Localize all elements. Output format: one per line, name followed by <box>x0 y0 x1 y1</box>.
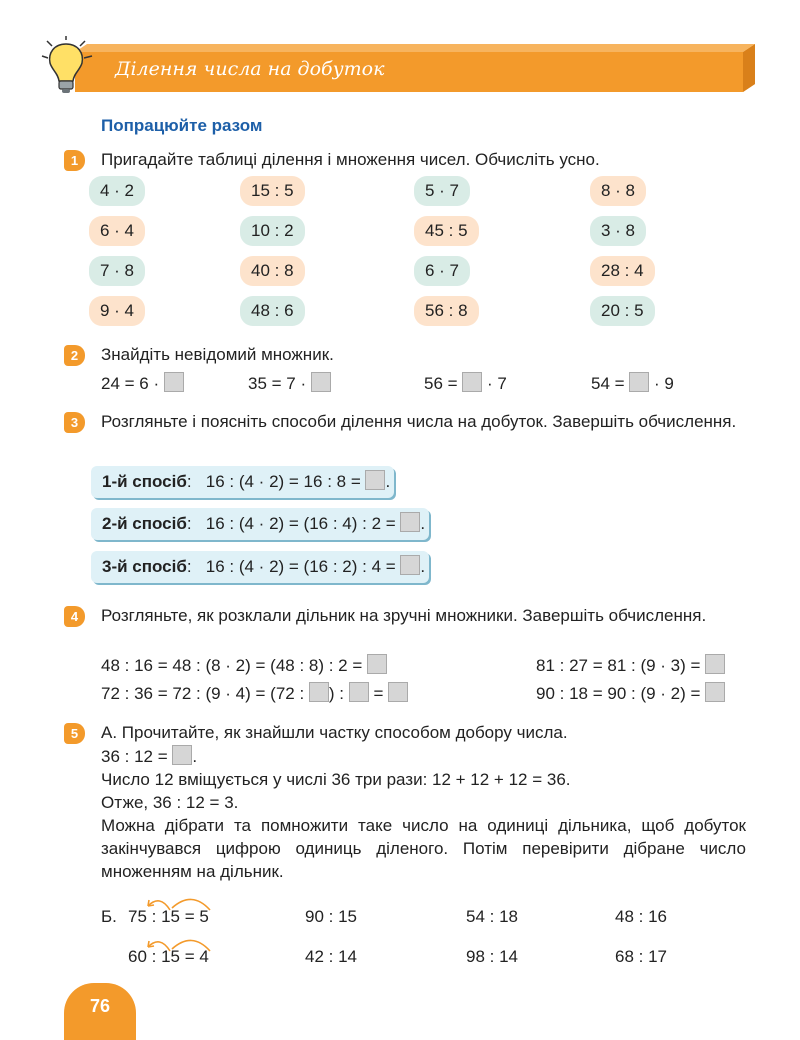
exercise-pill: 10 : 2 <box>240 216 305 246</box>
task-2-instruction: Знайдіть невідомий множник. <box>101 345 334 364</box>
exercise-pill: 4 · 2 <box>89 176 145 206</box>
lightbulb-icon <box>40 36 100 98</box>
exercise-pill: 6 · 7 <box>414 256 470 286</box>
exercise-pill: 15 : 5 <box>240 176 305 206</box>
answer-box[interactable] <box>164 372 184 392</box>
equation: 36 : 12 = . <box>101 747 198 766</box>
answer-box[interactable] <box>311 372 331 392</box>
exercise-pill: 6 · 4 <box>89 216 145 246</box>
answer-box[interactable] <box>400 512 420 532</box>
equation: 35 = 7 · <box>248 372 331 395</box>
exercise-pill: 28 : 4 <box>590 256 655 286</box>
task-1-instruction: Пригадайте таблиці ділення і множення чисел. Обчисліть усно. <box>101 150 600 169</box>
equation: 56 = · 7 <box>424 374 507 393</box>
exercise-pill: 8 · 8 <box>590 176 646 206</box>
answer-box[interactable] <box>629 372 649 392</box>
exercise-pill: 48 : 6 <box>240 296 305 326</box>
exercise-pill: 20 : 5 <box>590 296 655 326</box>
equation: 81 : 27 = 81 : (9 · 3) = <box>536 654 725 677</box>
task-5a-instruction: А. Прочитайте, як знайшли частку способом добору числа. <box>101 723 568 742</box>
task-number-1: 1 <box>64 150 85 171</box>
equation: 72 : 36 = 72 : (9 · 4) = (72 : ) : = <box>101 682 408 705</box>
explanation-line: Число 12 вміщується у числі 36 три рази: 12 + 12 + 12 = 36. <box>101 770 571 789</box>
page-number: 76 <box>64 983 136 1040</box>
exercise-pill: 56 : 8 <box>414 296 479 326</box>
exercise: 98 : 14 <box>466 947 518 966</box>
task-number-5: 5 <box>64 723 85 744</box>
exercise: 48 : 16 <box>615 907 667 926</box>
answer-box[interactable] <box>705 654 725 674</box>
equation: 54 = · 9 <box>591 374 674 393</box>
task-4-instruction: Розгляньте, як розклали дільник на зручні множники. Завершіть обчислення. <box>101 606 707 625</box>
answer-box[interactable] <box>365 470 385 490</box>
equation: 90 : 18 = 90 : (9 · 2) = <box>536 682 725 705</box>
exercise: 90 : 15 <box>305 907 357 926</box>
answer-box[interactable] <box>462 372 482 392</box>
section-heading: Попрацюйте разом <box>101 116 263 135</box>
method-box-3: 3-й спосіб: 16 : (4 · 2) = (16 : 2) : 4 = . <box>91 551 429 583</box>
exercise-pill: 45 : 5 <box>414 216 479 246</box>
task-3-instruction: Розгляньте і поясніть способи ділення числа на добуток. Завершіть обчислення. <box>101 412 737 431</box>
answer-box[interactable] <box>705 682 725 702</box>
page-title: Ділення числа на добуток <box>115 58 385 80</box>
answer-box[interactable] <box>388 682 408 702</box>
exercise-pill: 9 · 4 <box>89 296 145 326</box>
task-number-2: 2 <box>64 345 85 366</box>
method-box-2: 2-й спосіб: 16 : (4 · 2) = (16 : 4) : 2 = . <box>91 508 429 540</box>
explanation-line: Отже, 36 : 12 = 3. <box>101 793 239 812</box>
exercise-pill: 7 · 8 <box>89 256 145 286</box>
task-number-4: 4 <box>64 606 85 627</box>
answer-box[interactable] <box>172 745 192 765</box>
answer-box[interactable] <box>367 654 387 674</box>
exercise: 68 : 17 <box>615 947 667 966</box>
part-b-label: Б. <box>101 907 117 926</box>
method-box-1: 1-й спосіб: 16 : (4 · 2) = 16 : 8 = . <box>91 466 394 498</box>
exercise-pill: 40 : 8 <box>240 256 305 286</box>
equation: 24 = 6 · <box>101 372 184 395</box>
answer-box[interactable] <box>400 555 420 575</box>
example-equation: 75 : 15 = 5 <box>128 907 209 926</box>
exercise: 54 : 18 <box>466 907 518 926</box>
answer-box[interactable] <box>349 682 369 702</box>
explanation-paragraph: Можна дібрати та помножити таке число на одиниці дільника, щоб добуток закінчувався цифрою одиниць діленого. Потім перевірити дібране число множенням на дільник. <box>101 816 746 881</box>
example-equation: 60 : 15 = 4 <box>128 947 209 966</box>
answer-box[interactable] <box>309 682 329 702</box>
exercise: 42 : 14 <box>305 947 357 966</box>
exercise-pill: 5 · 7 <box>414 176 470 206</box>
task-number-3: 3 <box>64 412 85 433</box>
exercise-pill: 3 · 8 <box>590 216 646 246</box>
equation: 48 : 16 = 48 : (8 · 2) = (48 : 8) : 2 = <box>101 654 387 677</box>
